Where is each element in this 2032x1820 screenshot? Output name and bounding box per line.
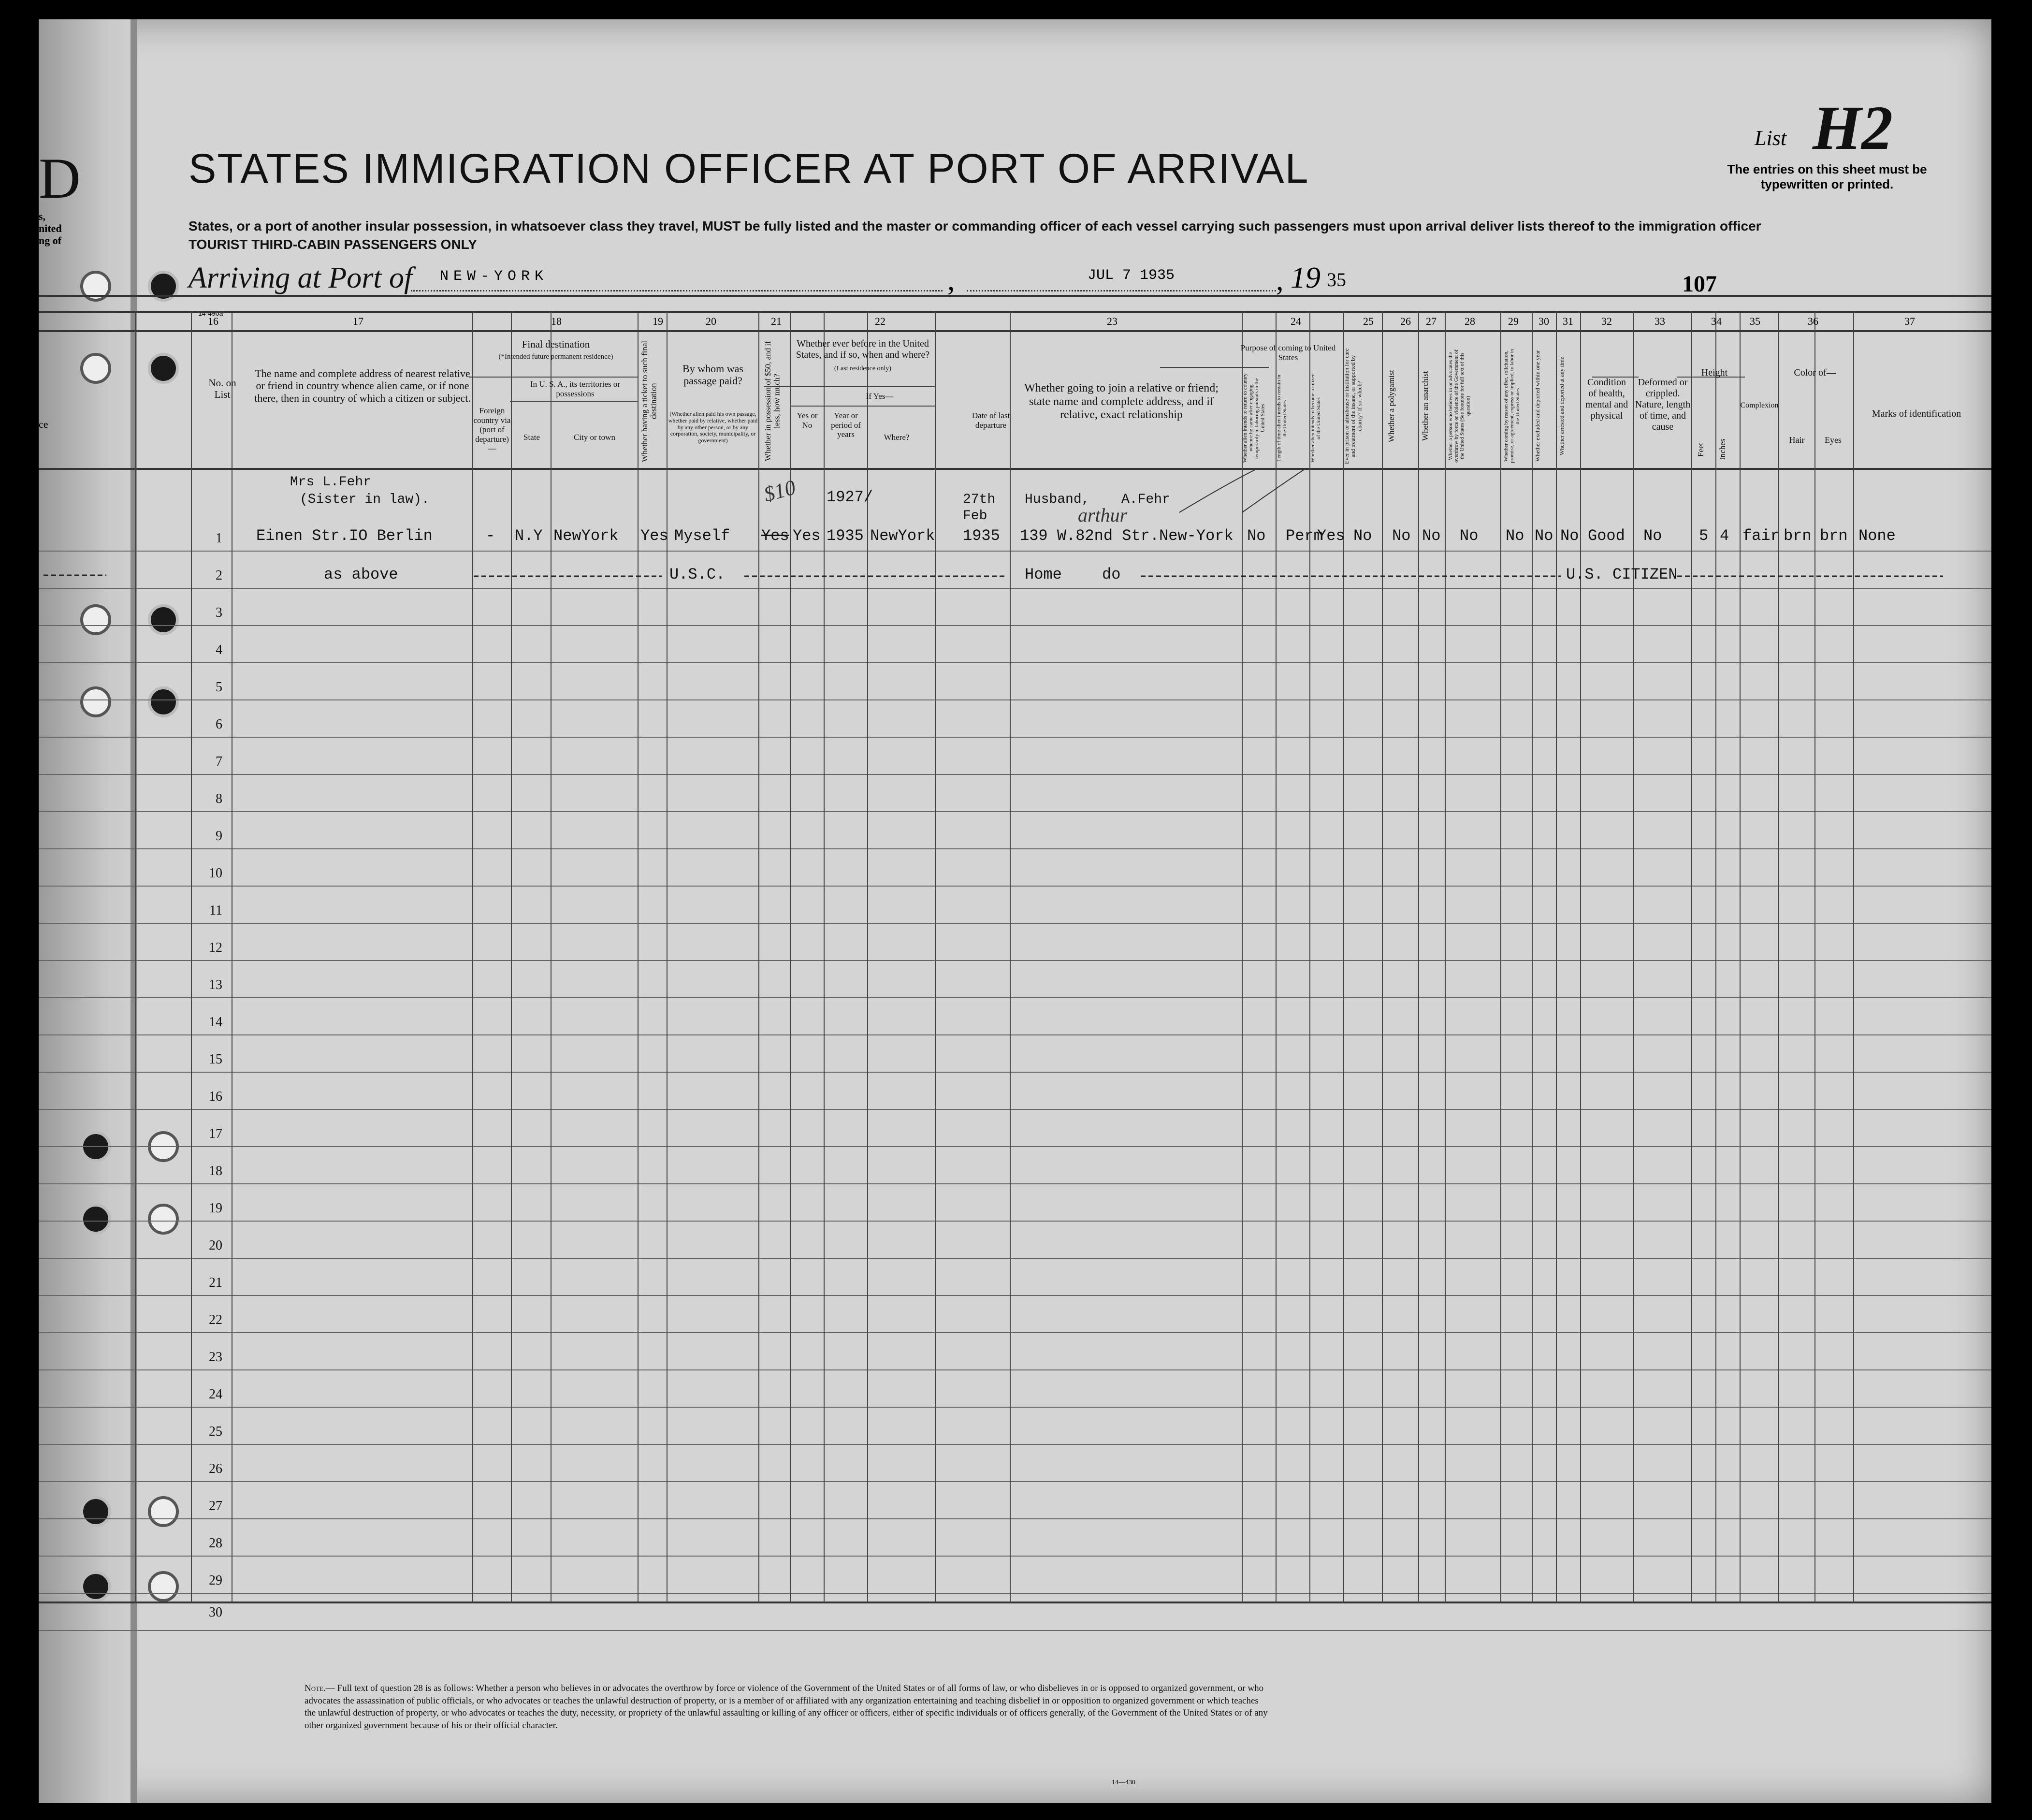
left-fragment-text: ng of [39, 234, 62, 247]
col-number: 32 [1601, 315, 1612, 327]
row-number: 7 [216, 754, 222, 769]
header-q29: Whether coming by reason of any offer, solicitation, promise, or agreement, express or implied, to labor in the United States [1503, 349, 1521, 464]
header-possession: Whether in possession of $50, and if less, how much? [763, 341, 782, 462]
header-no-on-list: No. on List [208, 377, 236, 401]
footnote-label: Note.— [305, 1683, 335, 1693]
before-year-1: 1927/ [827, 488, 873, 506]
header-feet: Feet [1696, 442, 1705, 457]
list-note: The entries on this sheet must be typewritten or printed. [1727, 162, 1927, 192]
header-anarchist: Whether an anarchist [1421, 371, 1430, 441]
header-hair: Hair [1789, 435, 1805, 445]
list-number-handwritten: H2 [1813, 93, 1893, 163]
possession-handwritten: $10 [761, 475, 798, 507]
row-number: 6 [216, 717, 222, 732]
row2-dashed-lines [39, 19, 1991, 1803]
anarchist-value: No [1422, 527, 1441, 545]
col-number: 31 [1563, 315, 1573, 327]
join-address: 139 W.82nd Str.New-York [1020, 527, 1234, 545]
col-number: 34 [1711, 315, 1722, 327]
arriving-label: Arriving at Port of [189, 262, 413, 294]
col-number: 29 [1508, 315, 1519, 327]
possession-value: Yes [761, 527, 789, 545]
row-number: 2 [216, 568, 222, 583]
state-value: N.Y [515, 527, 543, 545]
header-state: State [523, 433, 540, 442]
row-number: 18 [209, 1164, 222, 1179]
col-number: 30 [1539, 315, 1549, 327]
row-number: 20 [209, 1238, 222, 1253]
relative-value-row2: as above [324, 566, 398, 583]
col-number: 19 [653, 315, 663, 327]
row-number: 22 [209, 1312, 222, 1327]
page-title: STATES IMMIGRATION OFFICER AT PORT OF ARRIVAL [189, 146, 1309, 192]
prison-value: No [1353, 527, 1372, 545]
marks-value: None [1858, 527, 1896, 545]
header-join: Whether going to join a relative or friend; state name and complete address, and if relative, exact relationship [1024, 382, 1219, 422]
row-number: 21 [209, 1275, 222, 1290]
before-where: NewYork [870, 527, 935, 545]
header-height: Height [1701, 367, 1728, 378]
header-condition: Condition of health, mental and physical [1585, 377, 1628, 421]
col-number: 24 [1291, 315, 1301, 327]
hair-value: brn [1784, 527, 1812, 545]
header-final-destination: Final destination [522, 338, 590, 350]
ticket-value: Yes [640, 527, 668, 545]
form-code-bottom: 14—430 [1112, 1779, 1135, 1786]
header-polygamist: Whether a polygamist [1387, 369, 1396, 443]
header-year-period: Year or period of years [831, 411, 861, 439]
header-purpose-b: Length of time alien intends to remain in the United States [1276, 375, 1288, 462]
col-number: 21 [771, 315, 782, 327]
header-foreign-country: Foreign country via (port of departure)— [473, 406, 511, 453]
comma: , [947, 264, 955, 297]
row-number: 9 [216, 829, 222, 844]
city-value: NewYork [553, 527, 619, 545]
q28-value: No [1460, 527, 1479, 545]
comma: , [1276, 264, 1284, 297]
header-q31: Whether arrested and deported at any time [1558, 357, 1565, 455]
year-prefix: 19 [1291, 262, 1321, 294]
polygamist-value: No [1392, 527, 1411, 545]
feet-value: 5 [1699, 527, 1709, 545]
header-where: Where? [884, 433, 910, 442]
row-number: 8 [216, 791, 222, 806]
footnote-text: Full text of question 28 is as follows: Whether a person who believes in or advocates the overthrow by force or violence of the Government of the United States or of all forms of law, or who disbelieves in or is opposed to organized government, or who advocates the assassination of public officials, or who advocates or teaches the unlawful destruction of property, or is a member of or affiliated with any organization entertaining and teaching disbelief in or opposition to organized government or which teaches the unlawful destruction of property, or who advocates or teaches the duty, necessity, or propriety of the unlawful assaulting or killing of any officer or officers, either of specific individuals or of officers generally, of the Government of the United States or of any other organized government because of his or their official character. [305, 1683, 1268, 1731]
paid-by-value-row2: U.S.C. [669, 566, 726, 583]
before-yes-value: Yes [793, 527, 821, 545]
row-number: 13 [209, 977, 222, 992]
row-number: 28 [209, 1536, 222, 1551]
purpose-c-value: Yes [1317, 527, 1345, 545]
join-name-handwritten: arthur [1078, 504, 1128, 526]
join-name: A.Fehr [1121, 492, 1170, 507]
row-number: 26 [209, 1461, 222, 1476]
row-number: 16 [209, 1089, 222, 1104]
col-number: 36 [1808, 315, 1818, 327]
header-in-usa: In U. S. A., its territories or possessions [530, 379, 621, 398]
row-number: 14 [209, 1015, 222, 1030]
col-number: 22 [875, 315, 885, 327]
row-number: 30 [209, 1605, 222, 1620]
page-subtitle: States, or a port of another insular possession, in whatsoever class they travel, MUST be fully listed and the master or commanding officer of each vessel carrying such passengers must upon arrival deliver lists thereof to the immigration officer [189, 218, 1761, 233]
header-purpose: Purpose of coming to United States [1240, 343, 1336, 362]
health-value: Good [1588, 527, 1625, 545]
header-if-yes: If Yes— [866, 392, 894, 401]
last-departure-month: Feb [963, 509, 987, 524]
form-code-top: 14-490a [198, 309, 223, 317]
col-number: 37 [1904, 315, 1915, 327]
col-number: 26 [1400, 315, 1411, 327]
header-ticket: Whether having a ticket to such final destination [640, 340, 658, 462]
purpose-b-value: Perm [1286, 527, 1323, 545]
purpose-a-value: No [1247, 527, 1266, 545]
header-deformed: Deformed or crippled. Nature, length of time, and cause [1635, 377, 1691, 432]
footnote [305, 1682, 1271, 1732]
header-final-destination-note: (*Intended future permanent residence) [498, 353, 613, 361]
row-number: 15 [209, 1052, 222, 1067]
col-number: 27 [1426, 315, 1437, 327]
left-fragment-text: nited [39, 222, 62, 234]
col-number: 35 [1750, 315, 1760, 327]
row-number: 5 [216, 680, 222, 695]
eyes-value: brn [1820, 527, 1848, 545]
col-number: 18 [551, 315, 562, 327]
list-label: List [1755, 126, 1787, 150]
left-fragment-text: s, [39, 210, 46, 222]
manifest-page [39, 19, 1991, 1803]
left-fragment-text: ce [39, 418, 48, 430]
header-city: City or town [574, 433, 615, 442]
complexion-value: fair [1742, 527, 1780, 545]
header-relative: The name and complete address of nearest relative or friend in country whence alien came, or if none there, then in country of which a citizen or subject. [254, 367, 471, 404]
row-number: 11 [209, 903, 222, 918]
row-number: 19 [209, 1201, 222, 1216]
header-date-last: Date of last departure [972, 411, 1010, 430]
q29-value: No [1506, 527, 1524, 545]
left-fragment-letter: D [39, 146, 81, 210]
col-number: 33 [1655, 315, 1665, 327]
row-number: 1 [216, 531, 222, 546]
col-number: 20 [706, 315, 716, 327]
header-before-note: (Last residence only) [834, 365, 892, 372]
page-subtitle-class: TOURIST THIRD-CABIN PASSENGERS ONLY [189, 237, 477, 252]
row-number: 17 [209, 1126, 222, 1141]
join-do-row2: do [1102, 566, 1121, 583]
header-by-whom-note: (Whether alien paid his own passage, whether paid by relative, whether paid by any other person, or by any corporation, society, municipality, or government) [668, 410, 758, 444]
header-prison: Ever in prison or almshouse or institution for care and treatment of the insane, or supported by charity? If so, which? [1343, 348, 1363, 464]
row-number: 10 [209, 866, 222, 881]
year-suffix: 35 [1327, 269, 1346, 291]
header-yes-no: Yes or No [797, 411, 818, 430]
row-number: 27 [209, 1499, 222, 1514]
row-number: 24 [209, 1387, 222, 1402]
relative-relationship: (Sister in law). [300, 492, 430, 507]
row-number: 12 [209, 940, 222, 955]
status-row2: U.S. CITIZEN [1566, 566, 1678, 583]
header-inches: Inches [1718, 438, 1727, 461]
port-value: NEW-YORK [440, 268, 549, 285]
header-purpose-a: Whether alien intends to return to country whence he came after engaging temporarily in laboring pursuits in the United States [1242, 373, 1266, 463]
paid-by-value: Myself [674, 527, 730, 545]
header-purpose-c: Whether alien intends to become a citizen of the United States [1310, 373, 1322, 463]
header-before: Whether ever before in the United States, and if so, when and where? [796, 338, 930, 360]
relative-address: Einen Str.IO Berlin [256, 527, 433, 545]
col-number: 16 [208, 315, 218, 327]
col-number: 17 [353, 315, 363, 327]
row-number: 29 [209, 1573, 222, 1588]
header-eyes: Eyes [1825, 435, 1842, 445]
row-number: 25 [209, 1424, 222, 1439]
header-q30: Whether excluded and deported within one year [1534, 350, 1541, 462]
relative-name: Mrs L.Fehr [290, 475, 372, 490]
col-number: 23 [1107, 315, 1118, 327]
last-departure-year: 1935 [963, 527, 1000, 545]
header-marks: Marks of identification [1872, 408, 1961, 419]
last-departure-day: 27th [963, 492, 996, 507]
foreign-country-value: - [486, 527, 495, 545]
join-relationship: Husband, [1025, 492, 1090, 507]
col-number: 28 [1465, 315, 1475, 327]
page-number: 107 [1682, 271, 1717, 297]
row-number: 4 [216, 642, 222, 657]
row-number: 23 [209, 1350, 222, 1365]
before-year-2: 1935 [827, 527, 864, 545]
row-number: 3 [216, 605, 222, 620]
header-q28: Whether a person who believes in or advocates the overthrow by force or violence of the Government of the United States (See footnote for full text of this question) [1448, 349, 1471, 463]
header-complexion: Complexion [1740, 401, 1779, 409]
inches-value: 4 [1720, 527, 1729, 545]
header-by-whom: By whom was passage paid? [682, 363, 743, 387]
date-stamp: JUL 7 1935 [1088, 267, 1175, 284]
q30-value: No [1535, 527, 1553, 545]
col-number: 25 [1363, 315, 1374, 327]
join-value-row2: Home [1025, 566, 1062, 583]
q31-value: No [1560, 527, 1579, 545]
deformed-value: No [1643, 527, 1662, 545]
header-color-of: Color of— [1794, 367, 1836, 378]
